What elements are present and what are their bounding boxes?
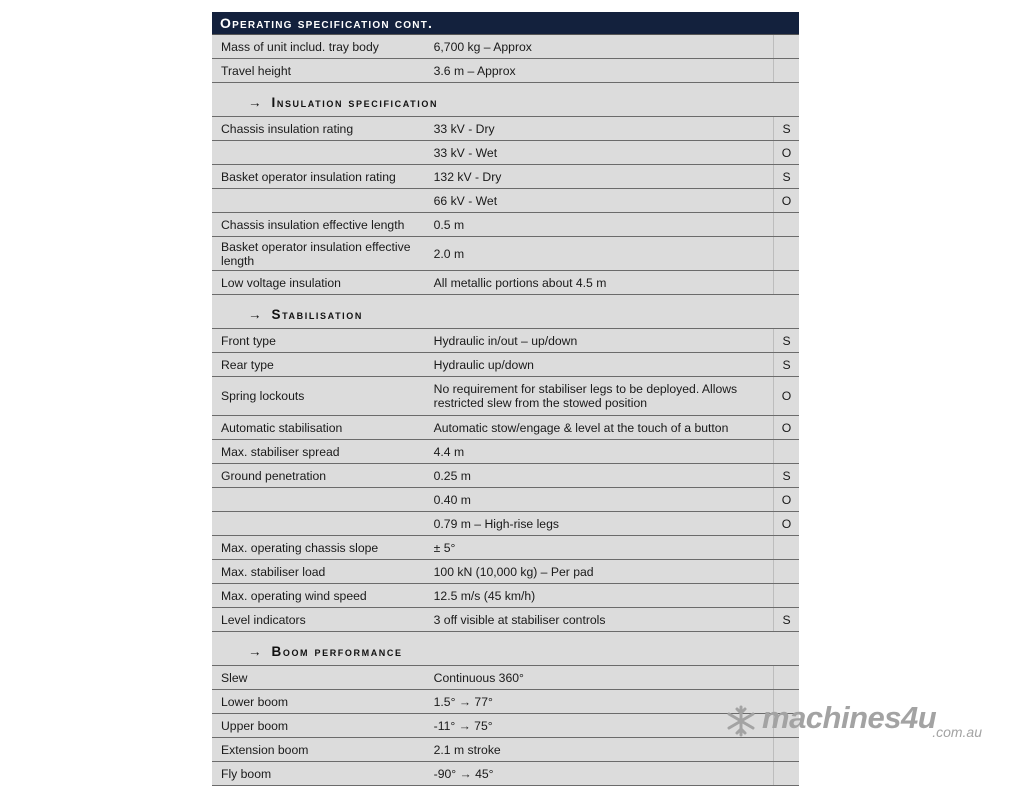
row-flag <box>773 35 799 58</box>
row-value: 0.40 m <box>433 492 471 507</box>
row-label: Fly boom <box>221 766 272 781</box>
row-value: 1.5° → 77° <box>433 694 493 709</box>
row-value: ± 5° <box>433 540 456 555</box>
row-value: 33 kV - Wet <box>433 145 498 160</box>
watermark-domain: .com.au <box>932 724 982 740</box>
row-value: 3.6 m – Approx <box>433 63 516 78</box>
row-value: 66 kV - Wet <box>433 193 498 208</box>
row-label: Max. stabiliser spread <box>221 444 340 459</box>
row-value: -90° → 45° <box>433 766 494 781</box>
table-row <box>212 416 799 440</box>
row-label: Extension boom <box>221 742 309 757</box>
row-value: 100 kN (10,000 kg) – Per pad <box>433 564 594 579</box>
row-flag <box>773 560 799 583</box>
row-label <box>212 189 426 212</box>
table-row <box>212 464 799 488</box>
row-value: 6,700 kg – Approx <box>433 39 532 54</box>
table-row <box>212 329 799 353</box>
row-label: Rear type <box>221 357 274 372</box>
row-flag <box>773 762 799 785</box>
row-label: Max. stabiliser load <box>221 564 326 579</box>
row-value: Hydraulic in/out – up/down <box>433 333 578 348</box>
table-row <box>212 560 799 584</box>
watermark-brand: machines4u <box>762 700 937 735</box>
row-flag: S <box>773 329 799 352</box>
row-value: 33 kV - Dry <box>433 121 495 136</box>
table-row <box>212 666 799 690</box>
table-row <box>212 59 799 83</box>
table-row <box>212 377 799 416</box>
arrow-right-icon: → <box>248 307 262 322</box>
row-label: Mass of unit includ. tray body <box>221 39 379 54</box>
row-flag <box>773 237 799 270</box>
row-value: 3 off visible at stabiliser controls <box>433 612 606 627</box>
section-heading-insulation <box>212 83 799 117</box>
row-label: Upper boom <box>221 718 289 733</box>
row-flag: S <box>773 608 799 631</box>
row-flag: O <box>773 141 799 164</box>
table-row <box>212 213 799 237</box>
table-row <box>212 237 799 271</box>
row-label: Slew <box>221 670 248 685</box>
table-row <box>212 584 799 608</box>
row-flag: S <box>773 464 799 487</box>
table-row <box>212 536 799 560</box>
section-title: Stabilisation <box>271 307 363 322</box>
table-row <box>212 353 799 377</box>
row-value: Automatic stow/engage & level at the touch of a button <box>433 420 729 435</box>
row-value: 2.0 m <box>433 246 465 261</box>
row-flag: S <box>773 117 799 140</box>
table-row <box>212 714 799 738</box>
row-flag <box>773 59 799 82</box>
row-value: 2.1 m stroke <box>433 742 501 757</box>
row-flag: S <box>773 353 799 376</box>
table-row <box>212 440 799 464</box>
row-label: Lower boom <box>221 694 289 709</box>
row-value: 132 kV - Dry <box>433 169 502 184</box>
table-row <box>212 738 799 762</box>
row-label: Low voltage insulation <box>221 275 341 290</box>
row-label: Chassis insulation rating <box>221 121 354 136</box>
row-value: Hydraulic up/down <box>433 357 534 372</box>
row-label: Level indicators <box>221 612 306 627</box>
table-row <box>212 488 799 512</box>
row-label: Basket operator insulation rating <box>221 169 396 184</box>
section-heading-stabilisation <box>212 295 799 329</box>
row-value: 0.79 m – High-rise legs <box>433 516 559 531</box>
row-label: Automatic stabilisation <box>221 420 343 435</box>
row-flag: O <box>773 416 799 439</box>
row-label: Max. operating chassis slope <box>221 540 379 555</box>
row-label: Travel height <box>221 63 292 78</box>
machines4u-watermark <box>724 700 994 744</box>
table-row <box>212 271 799 295</box>
row-label: Ground penetration <box>221 468 327 483</box>
row-flag <box>773 440 799 463</box>
table-row <box>212 762 799 786</box>
arrow-right-icon: → <box>248 644 262 659</box>
row-label: Max. operating wind speed <box>221 588 367 603</box>
arrow-right-icon: → <box>248 95 262 110</box>
row-value: 12.5 m/s (45 km/h) <box>433 588 536 603</box>
row-label <box>212 512 426 535</box>
section-heading-boom <box>212 632 799 666</box>
row-label: Front type <box>221 333 276 348</box>
table-row <box>212 165 799 189</box>
sheet-title: Operating specification cont. <box>212 12 799 35</box>
row-value: 0.25 m <box>433 468 471 483</box>
row-flag <box>773 584 799 607</box>
table-row <box>212 117 799 141</box>
row-flag: O <box>773 377 799 415</box>
table-row <box>212 35 799 59</box>
section-title: Boom performance <box>271 644 403 659</box>
row-label <box>212 141 426 164</box>
table-row <box>212 141 799 165</box>
section-title: Insulation specification <box>271 95 439 110</box>
row-flag: O <box>773 488 799 511</box>
snowflake-logo-icon <box>724 704 758 738</box>
row-flag <box>773 271 799 294</box>
row-flag: O <box>773 189 799 212</box>
row-label: Spring lockouts <box>221 389 305 403</box>
row-value: 4.4 m <box>433 444 465 459</box>
row-flag <box>773 536 799 559</box>
row-flag <box>773 666 799 689</box>
row-value: 0.5 m <box>433 217 465 232</box>
row-flag: S <box>773 165 799 188</box>
row-label: Chassis insulation effective length <box>221 217 405 232</box>
row-flag: O <box>773 512 799 535</box>
row-label: Basket operator insulation effective length <box>221 239 411 268</box>
table-row <box>212 608 799 632</box>
table-row <box>212 690 799 714</box>
spec-sheet <box>212 12 799 786</box>
row-value: All metallic portions about 4.5 m <box>433 275 607 290</box>
row-value: No requirement for stabiliser legs to be deployed. Allows restricted slew from the stowed position <box>433 382 738 410</box>
row-label <box>212 488 426 511</box>
row-value: -11° → 75° <box>433 718 493 733</box>
table-row <box>212 189 799 213</box>
table-row <box>212 512 799 536</box>
row-flag <box>773 213 799 236</box>
row-value: Continuous 360° <box>433 670 524 685</box>
